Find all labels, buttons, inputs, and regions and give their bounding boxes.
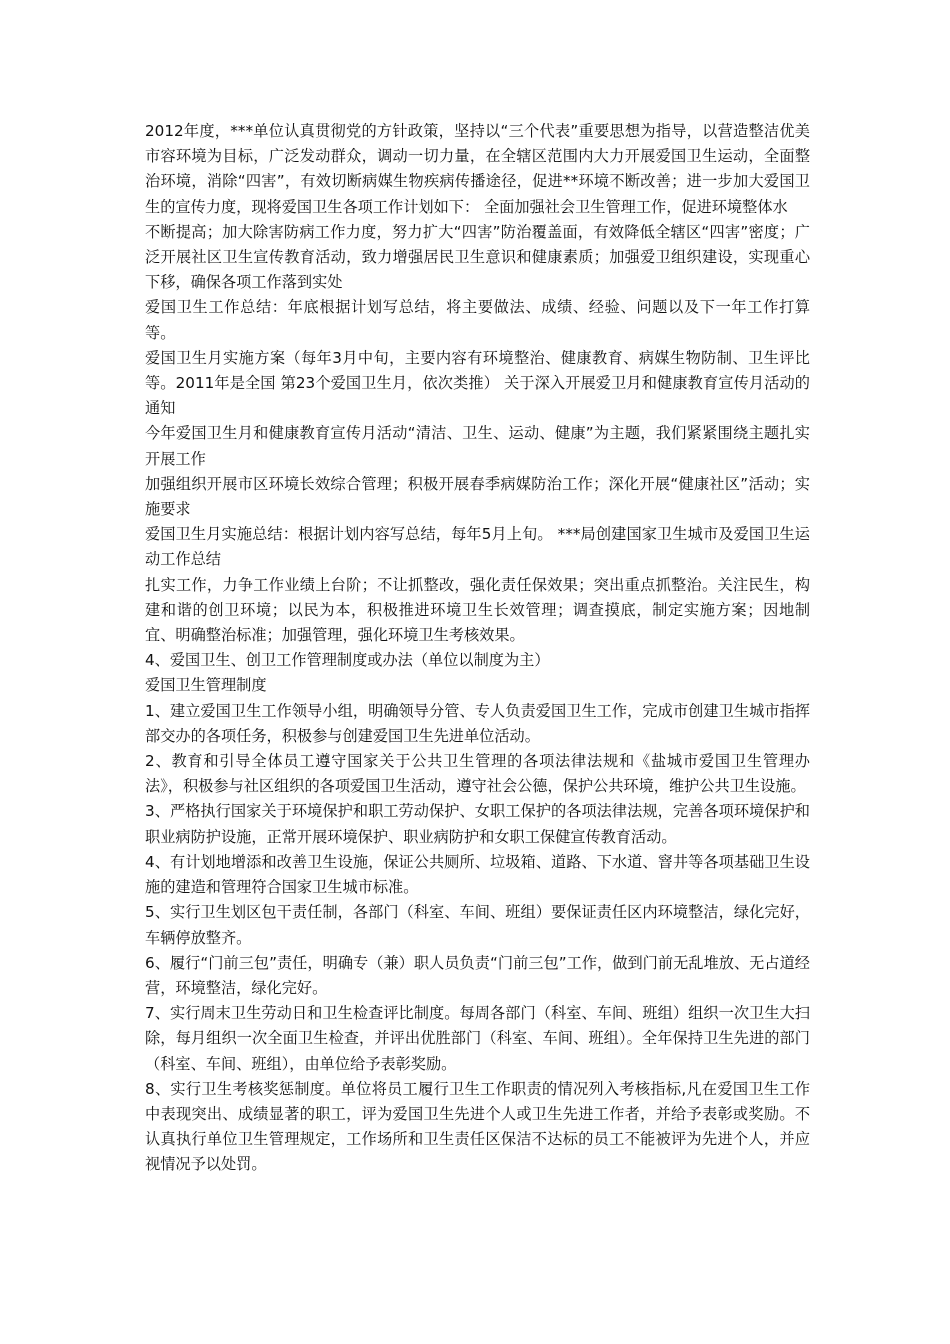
- document-body: [145, 119, 810, 1178]
- paragraph-rule-2: 2、教育和引导全体员工遵守国家关于公共卫生管理的各项法律法规和《盐城市爱国卫生管理办法》，积极参与社区组织的各项爱国卫生活动，遵守社会公德，保护公共环境，维护公共卫生设施。: [145, 752, 810, 796]
- paragraph-work-measures: 扎实工作，力争工作业绩上台阶；不让抓整改，强化责任保效果；突出重点抓整治。关注民生，构建和谐的创卫环境；以民为本，积极推进环境卫生长效管理；调查摸底，制定实施方案；因地制宜、明确整治标准；加强管理，强化环境卫生考核效果。: [145, 575, 810, 645]
- paragraph-rule-1: 1、建立爱国卫生工作领导小组，明确领导分管、专人负责爱国卫生工作，完成市创建卫生城市指挥部交办的各项任务，积极参与创建爱国卫生先进单位活动。: [145, 701, 810, 745]
- paragraph-rule-8: 8、实行卫生考核奖惩制度。单位将员工履行卫生工作职责的情况列入考核指标,凡在爱国卫生工作中表现突出、成绩显著的职工，评为爱国卫生先进个人或卫生先进工作者，并给予表彰或奖励。不认真执行单位卫生管理规定，工作场所和卫生责任区保洁不达标的员工不能被评为先进个人，并应视情况予以处罚。: [145, 1079, 810, 1174]
- paragraph-health-month-theme: 今年爱国卫生月和健康教育宣传月活动“清洁、卫生、运动、健康”为主题，我们紧紧围绕主题扎实开展工作: [145, 424, 810, 468]
- paragraph-organization: 加强组织开展市区环境长效综合管理；积极开展春季病媒防治工作；深化开展“健康社区”活动；实施要求: [145, 474, 810, 519]
- paragraph-rule-3: 3、严格执行国家关于环境保护和职工劳动保护、女职工保护的各项法律法规，完善各项环境保护和职业病防护设施，正常开展环境保护、职业病防护和女职工保健宣传教育活动。: [145, 802, 810, 846]
- paragraph-intro: 2012年度，***单位认真贯彻党的方针政策，坚持以“三个代表”重要思想为指导，以营造整洁优美市容环境为目标，广泛发动群众，调动一切力量，在全辖区范围内大力开展爱国卫生运动，全面整治环境，消除“四害”，有效切断病媒生物疾病传播途径，促进**环境不断改善；进一步加大爱国卫生的宣传力度，现将爱国卫生各项工作计划如下： 全面加强社会卫生管理工作，促进环境整体水: [145, 122, 810, 216]
- paragraph-health-month-plan: 爱国卫生月实施方案（每年3月中旬，主要内容有环境整治、健康教育、病媒生物防制、卫生评比等。2011年是全国 第23个爱国卫生月，依次类推） 关于深入开展爱卫月和健康教育宣传月活动的通知: [145, 348, 810, 418]
- paragraph-health-month-summary: 爱国卫生月实施总结：根据计划内容写总结，每年5月上旬。 ***局创建国家卫生城市及爱国卫生运动工作总结: [145, 525, 810, 569]
- paragraph-pest-control: 不断提高；加大除害防病工作力度，努力扩大“四害”防治覆盖面，有效降低全辖区“四害”密度；广泛开展社区卫生宣传教育活动，致力增强居民卫生意识和健康素质；加强爱卫组织建设，实现重心下移，确保各项工作落到实处: [145, 222, 810, 292]
- paragraph-rule-7: 7、实行周末卫生劳动日和卫生检查评比制度。每周各部门（科室、车间、班组）组织一次卫生大扫除，每月组织一次全面卫生检查，并评出优胜部门（科室、车间、班组）。全年保持卫生先进的部门（科室、车间、班组），由单位给予表彰奖励。: [145, 1004, 810, 1073]
- paragraph-rule-5: 5、实行卫生划区包干责任制，各部门（科室、车间、班组）要保证责任区内环境整洁，绿化完好，车辆停放整齐。: [145, 903, 810, 947]
- paragraph-rule-6: 6、履行“门前三包”责任，明确专（兼）职人员负责“门前三包”工作，做到门前无乱堆放、无占道经营，环境整洁，绿化完好。: [145, 953, 810, 997]
- paragraph-annual-summary: 爱国卫生工作总结：年底根据计划写总结，将主要做法、成绩、经验、问题以及下一年工作打算等。: [145, 298, 810, 342]
- paragraph-section-4-heading: 4、爱国卫生、创卫工作管理制度或办法（单位以制度为主）: [145, 651, 550, 670]
- paragraph-regulation-title: 爱国卫生管理制度: [145, 676, 267, 695]
- paragraph-rule-4: 4、有计划地增添和改善卫生设施，保证公共厕所、垃圾箱、道路、下水道、窨井等各项基础卫生设施的建造和管理符合国家卫生城市标准。: [145, 852, 810, 897]
